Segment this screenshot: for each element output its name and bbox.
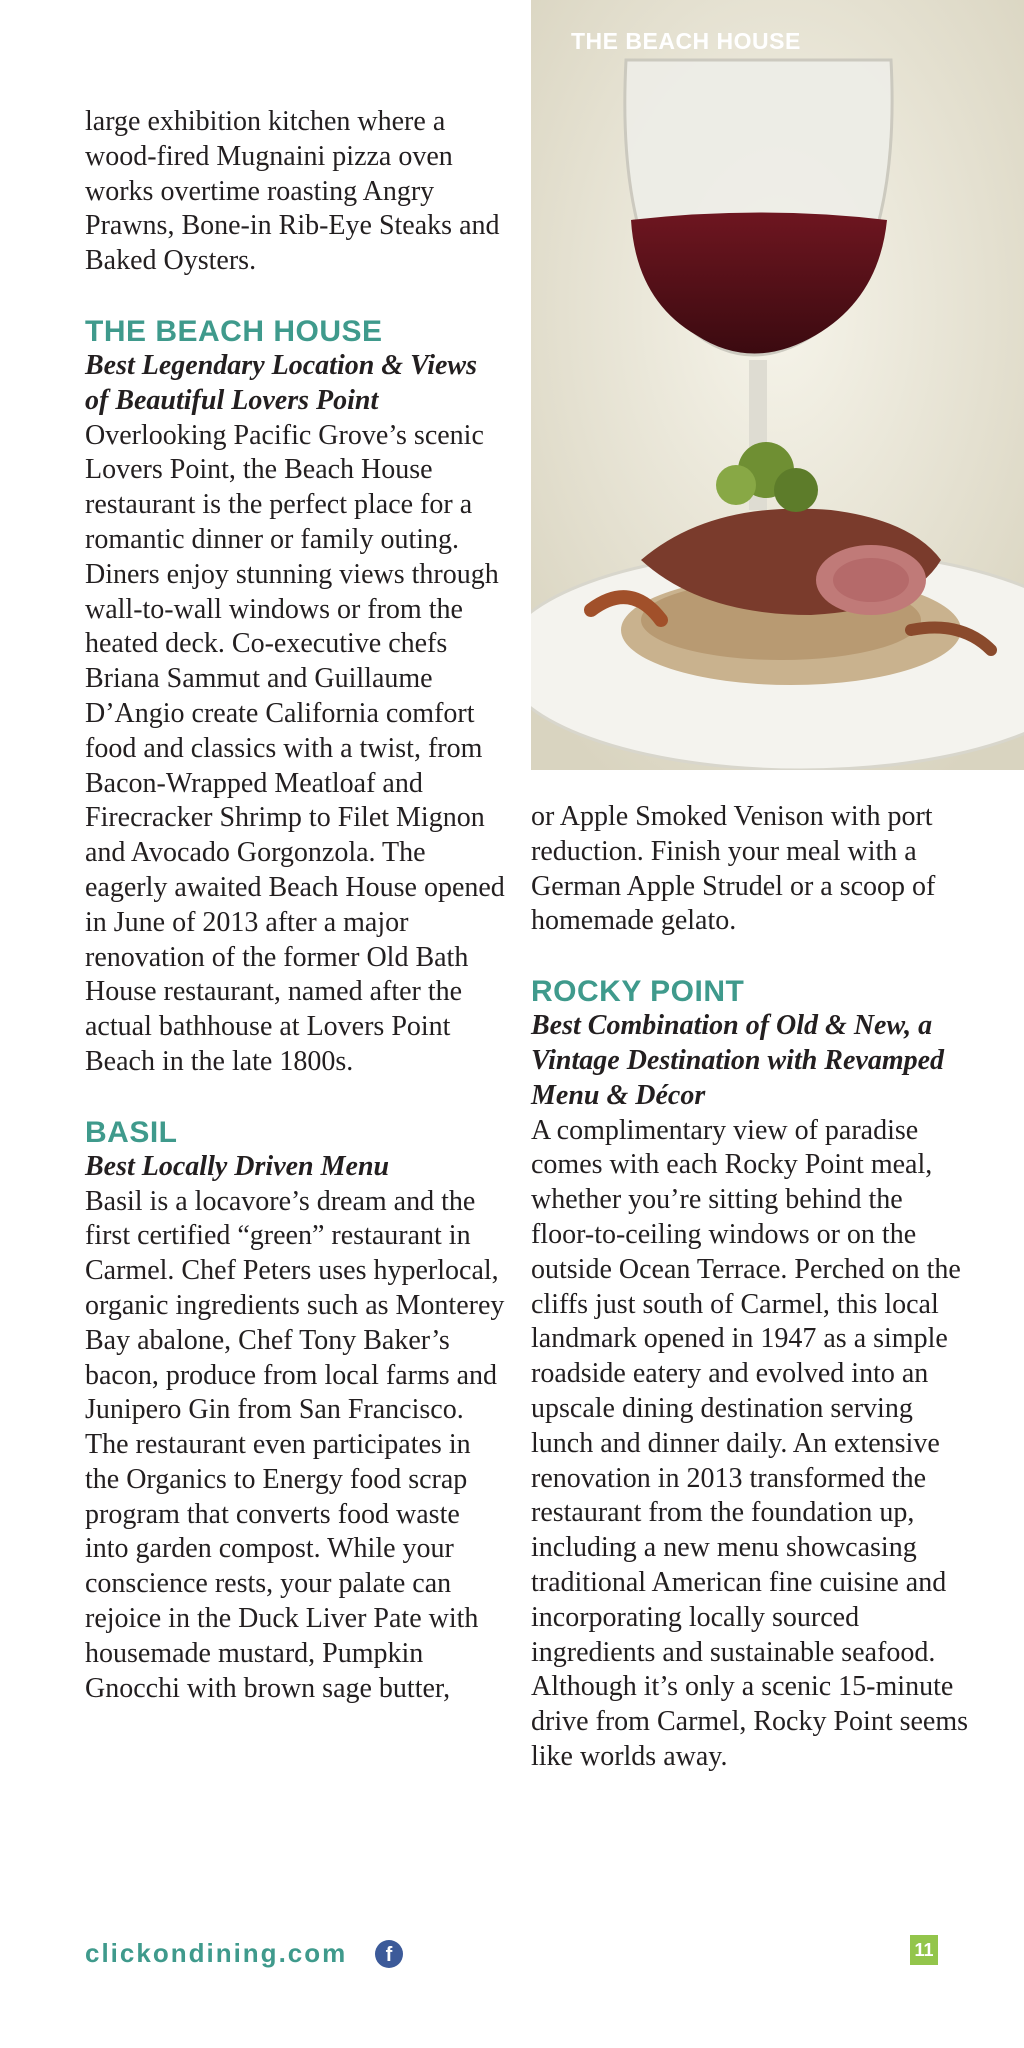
- beach-house-heading: THE BEACH HOUSE: [85, 314, 383, 348]
- left-intro-text: large exhibition kitchen where a wood-fired Mugnaini pizza oven works overtime roasting Angry Prawns, Bone-in Rib-Eye Steaks and Baked Oysters.: [85, 106, 500, 277]
- restaurant-photo: [531, 0, 1024, 770]
- beach-house-body: Overlooking Pacific Grove’s scenic Lovers Point, the Beach House restaurant is the perfect place for a romantic dinner or family outing. Diners enjoy stunning views through wall-to-wall windows or from the heated deck. Co-executive chefs Briana Sammut and Guillaume D’Angio create California comfort food and classics with a twist, from Bacon-Wrapped Meatloaf and Firecracker Shrimp to Filet Mignon and Avocado Gorgonzola. The eagerly awaited Beach House opened in June of 2013 after a major renovation of the former Old Bath House restaurant, named after the actual bathhouse at Lovers Point Beach in the late 1800s.: [85, 419, 505, 1077]
- basil-subtitle: Best Locally Driven Menu: [85, 1150, 390, 1182]
- beach-house-subtitle: Best Legendary Location & Views of Beautiful Lovers Point: [85, 349, 477, 416]
- facebook-icon[interactable]: f: [375, 1940, 403, 1968]
- wine-and-plate-image: [531, 0, 1024, 770]
- basil-body: Basil is a locavore’s dream and the first certified “green” restaurant in Carmel. Chef Peters uses hyperlocal, organic ingredients such as Monterey Bay abalone, Chef Tony Baker’s bacon, produce from local farms and Junipero Gin from San Francisco. The restaurant even participates in the Organics to Energy food scrap program that converts food waste into garden compost. While your conscience rests, your palate can rejoice in the Duck Liver Pate with housemade mustard, Pumpkin Gnocchi with brown sage butter,: [85, 1185, 505, 1704]
- right-intro-text: or Apple Smoked Venison with port reduction. Finish your meal with a German Apple Strudel or a scoop of homemade gelato.: [531, 801, 936, 937]
- site-url-link[interactable]: clickondining.com: [85, 1938, 348, 1968]
- page-number-badge: 11: [910, 1935, 938, 1965]
- rocky-point-body: A complimentary view of paradise comes with each Rocky Point meal, whether you’re sitting behind the floor-to-ceiling windows or on the outside Ocean Terrace. Perched on the cliffs just south of Carmel, this local landmark opened in 1947 as a simple roadside eatery and evolved into an upscale dining destination serving lunch and dinner daily. An extensive renovation in 2013 transformed the restaurant from the foundation up, including a new menu showcasing traditional American fine cuisine and incorporating locally sourced ingredients and sustainable seafood. Although it’s only a scenic 15-minute drive from Carmel, Rocky Point seems like worlds away.: [531, 1114, 969, 1772]
- rocky-point-heading: ROCKY POINT: [531, 975, 745, 1009]
- rocky-point-subtitle: Best Combination of Old & New, a Vintage Destination with Revamped Menu & Décor: [531, 1010, 945, 1111]
- left-column: [85, 105, 505, 1706]
- photo-caption: THE BEACH HOUSE: [571, 28, 801, 54]
- right-column: [531, 800, 971, 1775]
- basil-heading: BASIL: [85, 1115, 178, 1149]
